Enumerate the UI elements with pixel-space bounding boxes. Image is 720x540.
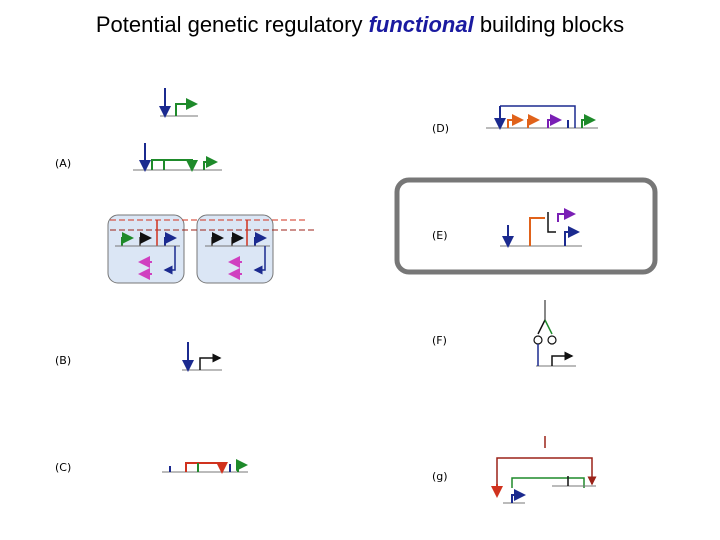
- label-a: (A): [55, 157, 72, 170]
- motif-g: [497, 436, 596, 503]
- motif-a: [133, 143, 222, 170]
- motif-c: [162, 463, 248, 472]
- motif-d: [486, 106, 598, 128]
- title-after: building blocks: [473, 12, 625, 37]
- label-c: (C): [55, 461, 72, 474]
- motif-f: [534, 300, 576, 366]
- label-b: (B): [55, 354, 72, 367]
- title-emphasis: functional: [368, 12, 474, 37]
- motif-e: [500, 212, 582, 246]
- label-g: (g): [432, 470, 448, 483]
- motif-top: [160, 88, 198, 116]
- title-before: Potential genetic regulatory: [95, 12, 369, 37]
- label-f: (F): [432, 334, 447, 347]
- motif-e-frame: [397, 180, 655, 272]
- cascade-boxes: [108, 215, 315, 283]
- label-d: (D): [432, 122, 450, 135]
- motif-b: [182, 342, 222, 370]
- label-e: (E): [432, 229, 448, 242]
